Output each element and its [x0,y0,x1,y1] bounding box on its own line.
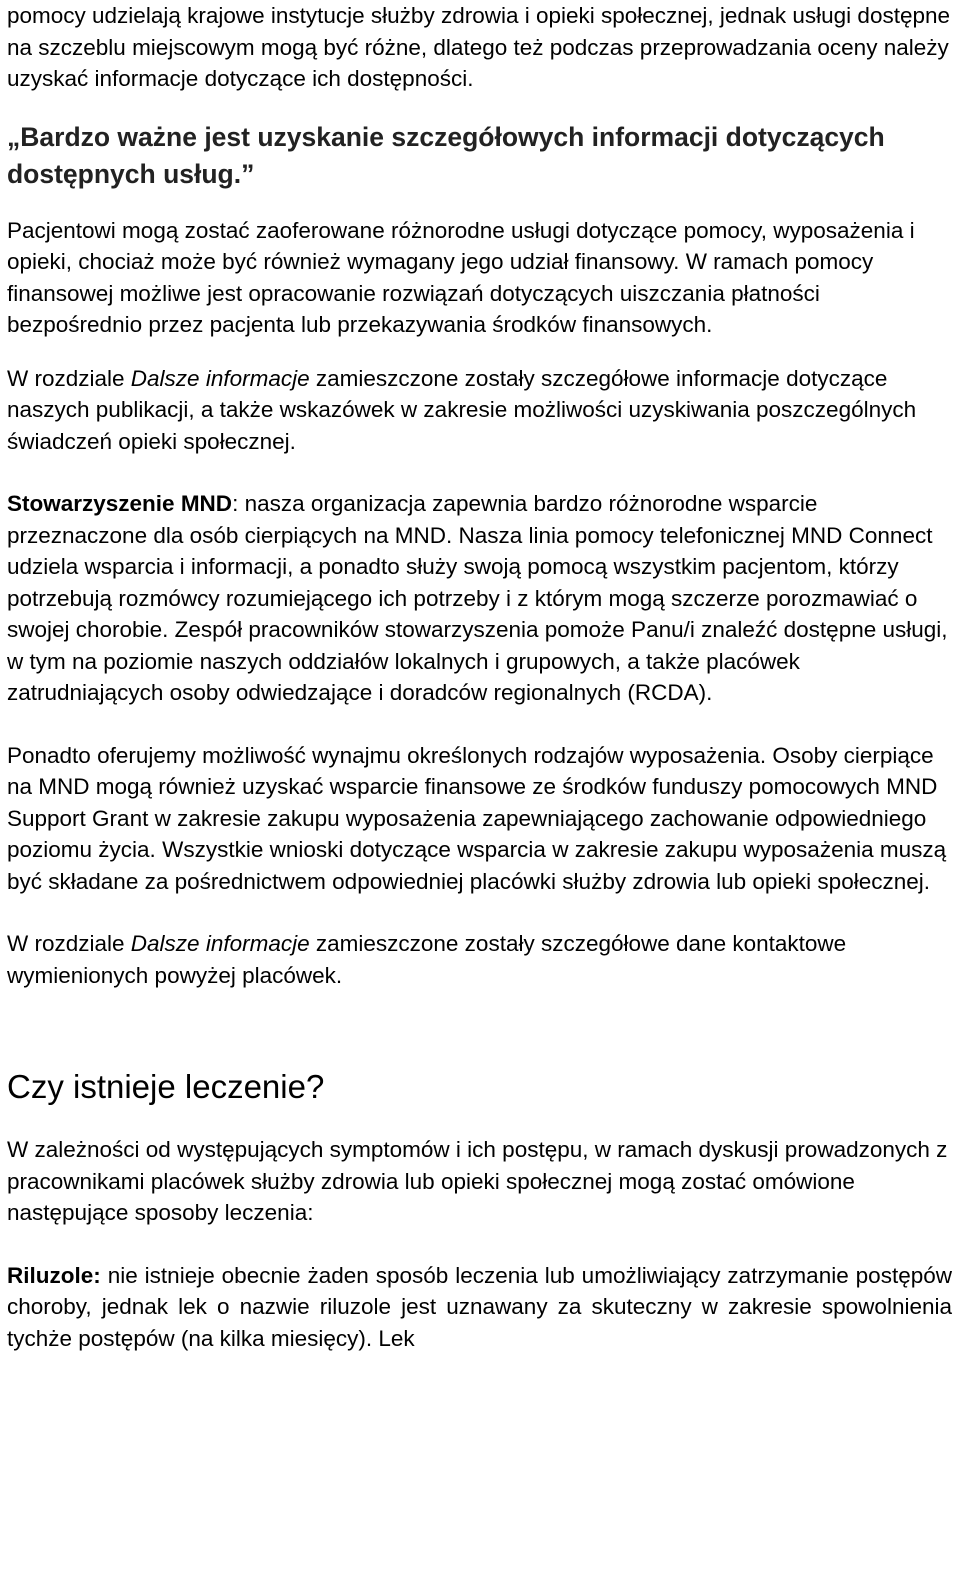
further-info-link[interactable]: Dalsze informacje [130,365,310,391]
riluzole-paragraph [7,1260,952,1355]
patient-services-paragraph [7,215,952,341]
pull-quote: „Bardzo ważne jest uzyskanie szczegółowych informacji dotyczących dostępnych usług.” [7,121,885,189]
further-info-link-2[interactable]: Dalsze informacje [130,931,310,956]
equipment-application-text: Wszystkie wnioski dotyczące wsparcia w zakresie zakupu wyposażenia muszą być składane za pośrednictwem odpowiedniej placówki służby zdrowia lub opieki społecznej. [7,837,947,894]
treatment-heading: Czy istnieje leczenie? [7,1068,325,1105]
riluzole-text: nie istnieje obecnie żaden sposób leczenia lub umożliwiający zatrzymanie postępów choroby, jednak lek o nazwie riluzole jest uznawany za skuteczny w zakresie spowolnienia tychże postępów (na kilka miesięcy). Lek [7,1262,952,1351]
equipment-text: Ponadto oferujemy możliwość wynajmu określonych rodzajów wyposażenia. [7,742,767,768]
equipment-grant-text: Osoby cierpiące na MND mogą również uzyskać wsparcie finansowe ze środków funduszy pomocowych MND Support Grant w zakresie zakupu wyposażenia zapewniającego zachowanie odpowiedniego poziomu życia. [7,742,938,862]
association-text: : nasza organizacja zapewnia bardzo różnorodne wsparcie przeznaczone dla osób cierpiących na MND. [7,491,818,548]
riluzole-label: Riluzole: [7,1262,101,1288]
financial-help-text: W ramach pomocy finansowej możliwe jest opracowanie rozwiązań dotyczących uiszczania płatności bezpośrednio przez pacjenta lub przekazywania środków finansowych. [7,249,874,337]
staff-text: Zespół pracowników stowarzyszenia pomoże Panu/i znaleźć dostępne usługi, w tym na poziomie naszych oddziałów lokalnych i grupowych, a także placówek zatrudniających osoby odwiedzające i doradców regionalnych (RCDA). [7,617,948,705]
association-paragraph [7,488,952,709]
association-name: Stowarzyszenie MND [7,491,233,516]
further-info-prefix-2: W rozdziale [7,931,131,956]
intro-paragraph: pomocy udzielają krajowe instytucje służby zdrowia i opieki społecznej, jednak usługi dostępne na szczeblu miejscowym mogą być różne, dlatego też podczas przeprowadzania oceny należy uzyskać informacje dotyczące ich dostępności. [7,3,951,91]
patient-services-text: Pacjentowi mogą zostać zaoferowane różnorodne usługi dotyczące pomocy, wyposażenia i opieki, chociaż może być również wymagany jego udział finansowy. [7,217,915,274]
helpline-text: Nasza linia pomocy telefonicznej MND Connect udziela wsparcia i informacji, a ponadto służy swoją pomocą wszystkim pacjentom, którzy potrzebują rozmówcy rozumiejącego ich potrzeby i z którym mogą szczerze porozmawiać o swojej chorobie. [7,522,933,642]
further-info-paragraph-2 [7,928,952,991]
further-info-suffix-2: zamieszczone zostały szczegółowe dane kontaktowe wymienionych powyżej placówek. [7,931,847,988]
further-info-suffix: zamieszczone zostały szczegółowe informacje dotyczące naszych publikacji, a także wskazówek w zakresie możliwości uzyskiwania poszczególnych świadczeń opieki społecznej. [7,365,917,454]
treatment-intro-paragraph: W zależności od występujących symptomów i ich postępu, w ramach dyskusji prowadzonych z pracownikami placówek służby zdrowia lub opieki społecznej mogą zostać omówione następujące sposoby leczenia: [7,1137,948,1225]
further-info-paragraph-1 [7,363,952,458]
further-info-prefix: W rozdziale [7,365,131,391]
equipment-paragraph [7,740,952,898]
